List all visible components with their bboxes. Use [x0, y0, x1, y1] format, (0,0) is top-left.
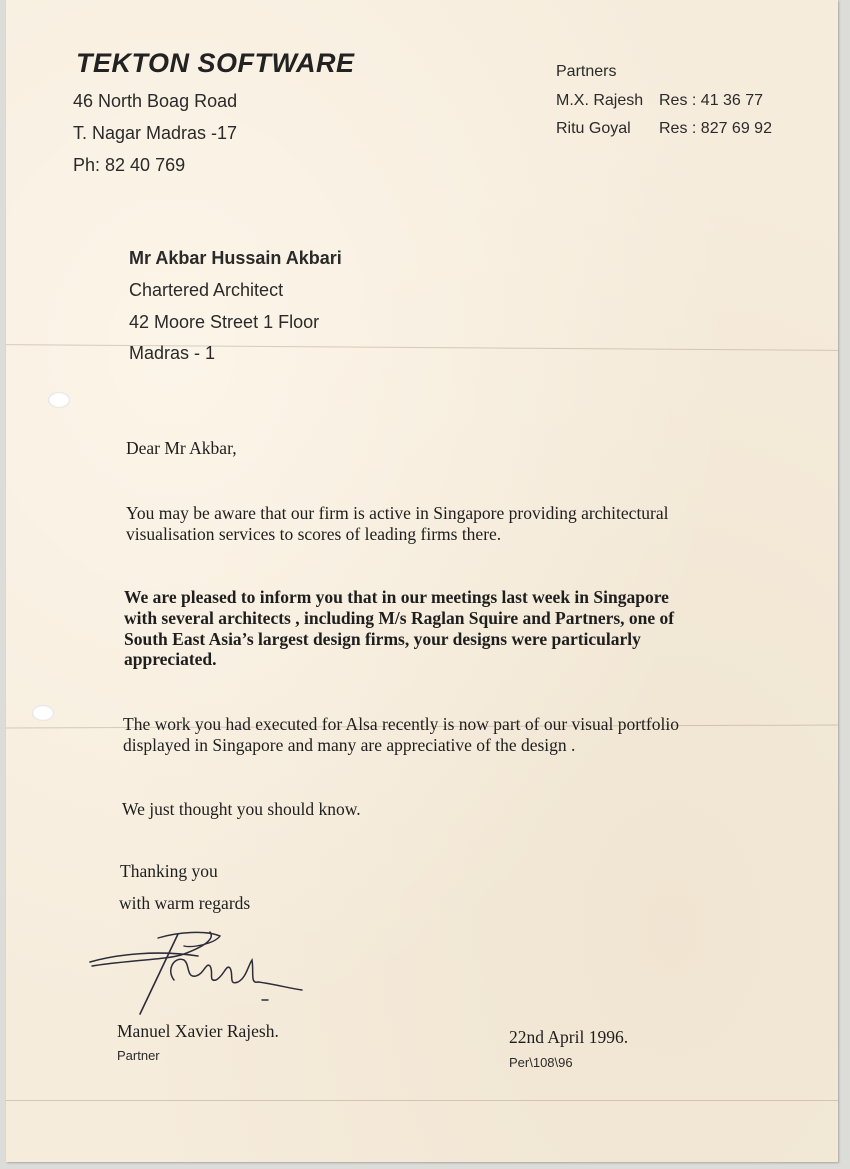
reference-number: Per\108\96 — [509, 1055, 573, 1070]
signer-name: Manuel Xavier Rajesh. — [117, 1021, 279, 1041]
paragraph-4: We just thought you should know. — [122, 799, 361, 819]
punch-hole — [32, 705, 54, 721]
recipient-city: Madras - 1 — [129, 343, 216, 363]
paragraph-2-line: South East Asia’s largest design firms, your designs were particularly — [124, 629, 641, 649]
paragraph-3-line: displayed in Singapore and many are appreciative of the design . — [123, 735, 576, 755]
paragraph-2-line: with several architects , including M/s Raglan Squire and Partners, one of — [124, 608, 675, 628]
paragraph-3-line: The work you had executed for Alsa recently is now part of our visual portfolio — [123, 714, 679, 734]
partner-name: M.X. Rajesh — [556, 92, 644, 109]
company-name: TEKTON SOFTWARE — [76, 48, 355, 78]
company-address-line2: T. Nagar Madras -17 — [73, 123, 238, 143]
paragraph-2-line: appreciated. — [124, 649, 217, 669]
recipient-street: 42 Moore Street 1 Floor — [129, 312, 320, 332]
letter-page — [6, 0, 838, 1162]
handwritten-signature — [88, 926, 318, 1021]
company-address-line1: 46 North Boag Road — [73, 91, 238, 111]
paragraph-2-line: We are pleased to inform you that in our meetings last week in Singapore — [124, 587, 669, 607]
company-phone: Ph: 82 40 769 — [73, 155, 186, 175]
fold-crease — [6, 1100, 838, 1101]
salutation: Dear Mr Akbar, — [126, 438, 237, 458]
paragraph-1-line: You may be aware that our firm is active in Singapore providing architectural — [126, 503, 669, 523]
closing-line-2: with warm regards — [119, 893, 251, 913]
signer-role: Partner — [117, 1048, 160, 1063]
recipient-name: Mr Akbar Hussain Akbari — [129, 248, 342, 268]
closing-line-1: Thanking you — [120, 861, 218, 881]
letter-date: 22nd April 1996. — [509, 1027, 629, 1047]
recipient-title: Chartered Architect — [129, 280, 284, 300]
paragraph-1-line: visualisation services to scores of leading firms there. — [126, 524, 502, 544]
partner-name: Ritu Goyal — [556, 120, 631, 137]
partner-residence-phone: Res : 827 69 92 — [659, 120, 772, 137]
partner-residence-phone: Res : 41 36 77 — [659, 92, 764, 109]
partners-label: Partners — [556, 63, 617, 80]
punch-hole — [48, 392, 70, 408]
